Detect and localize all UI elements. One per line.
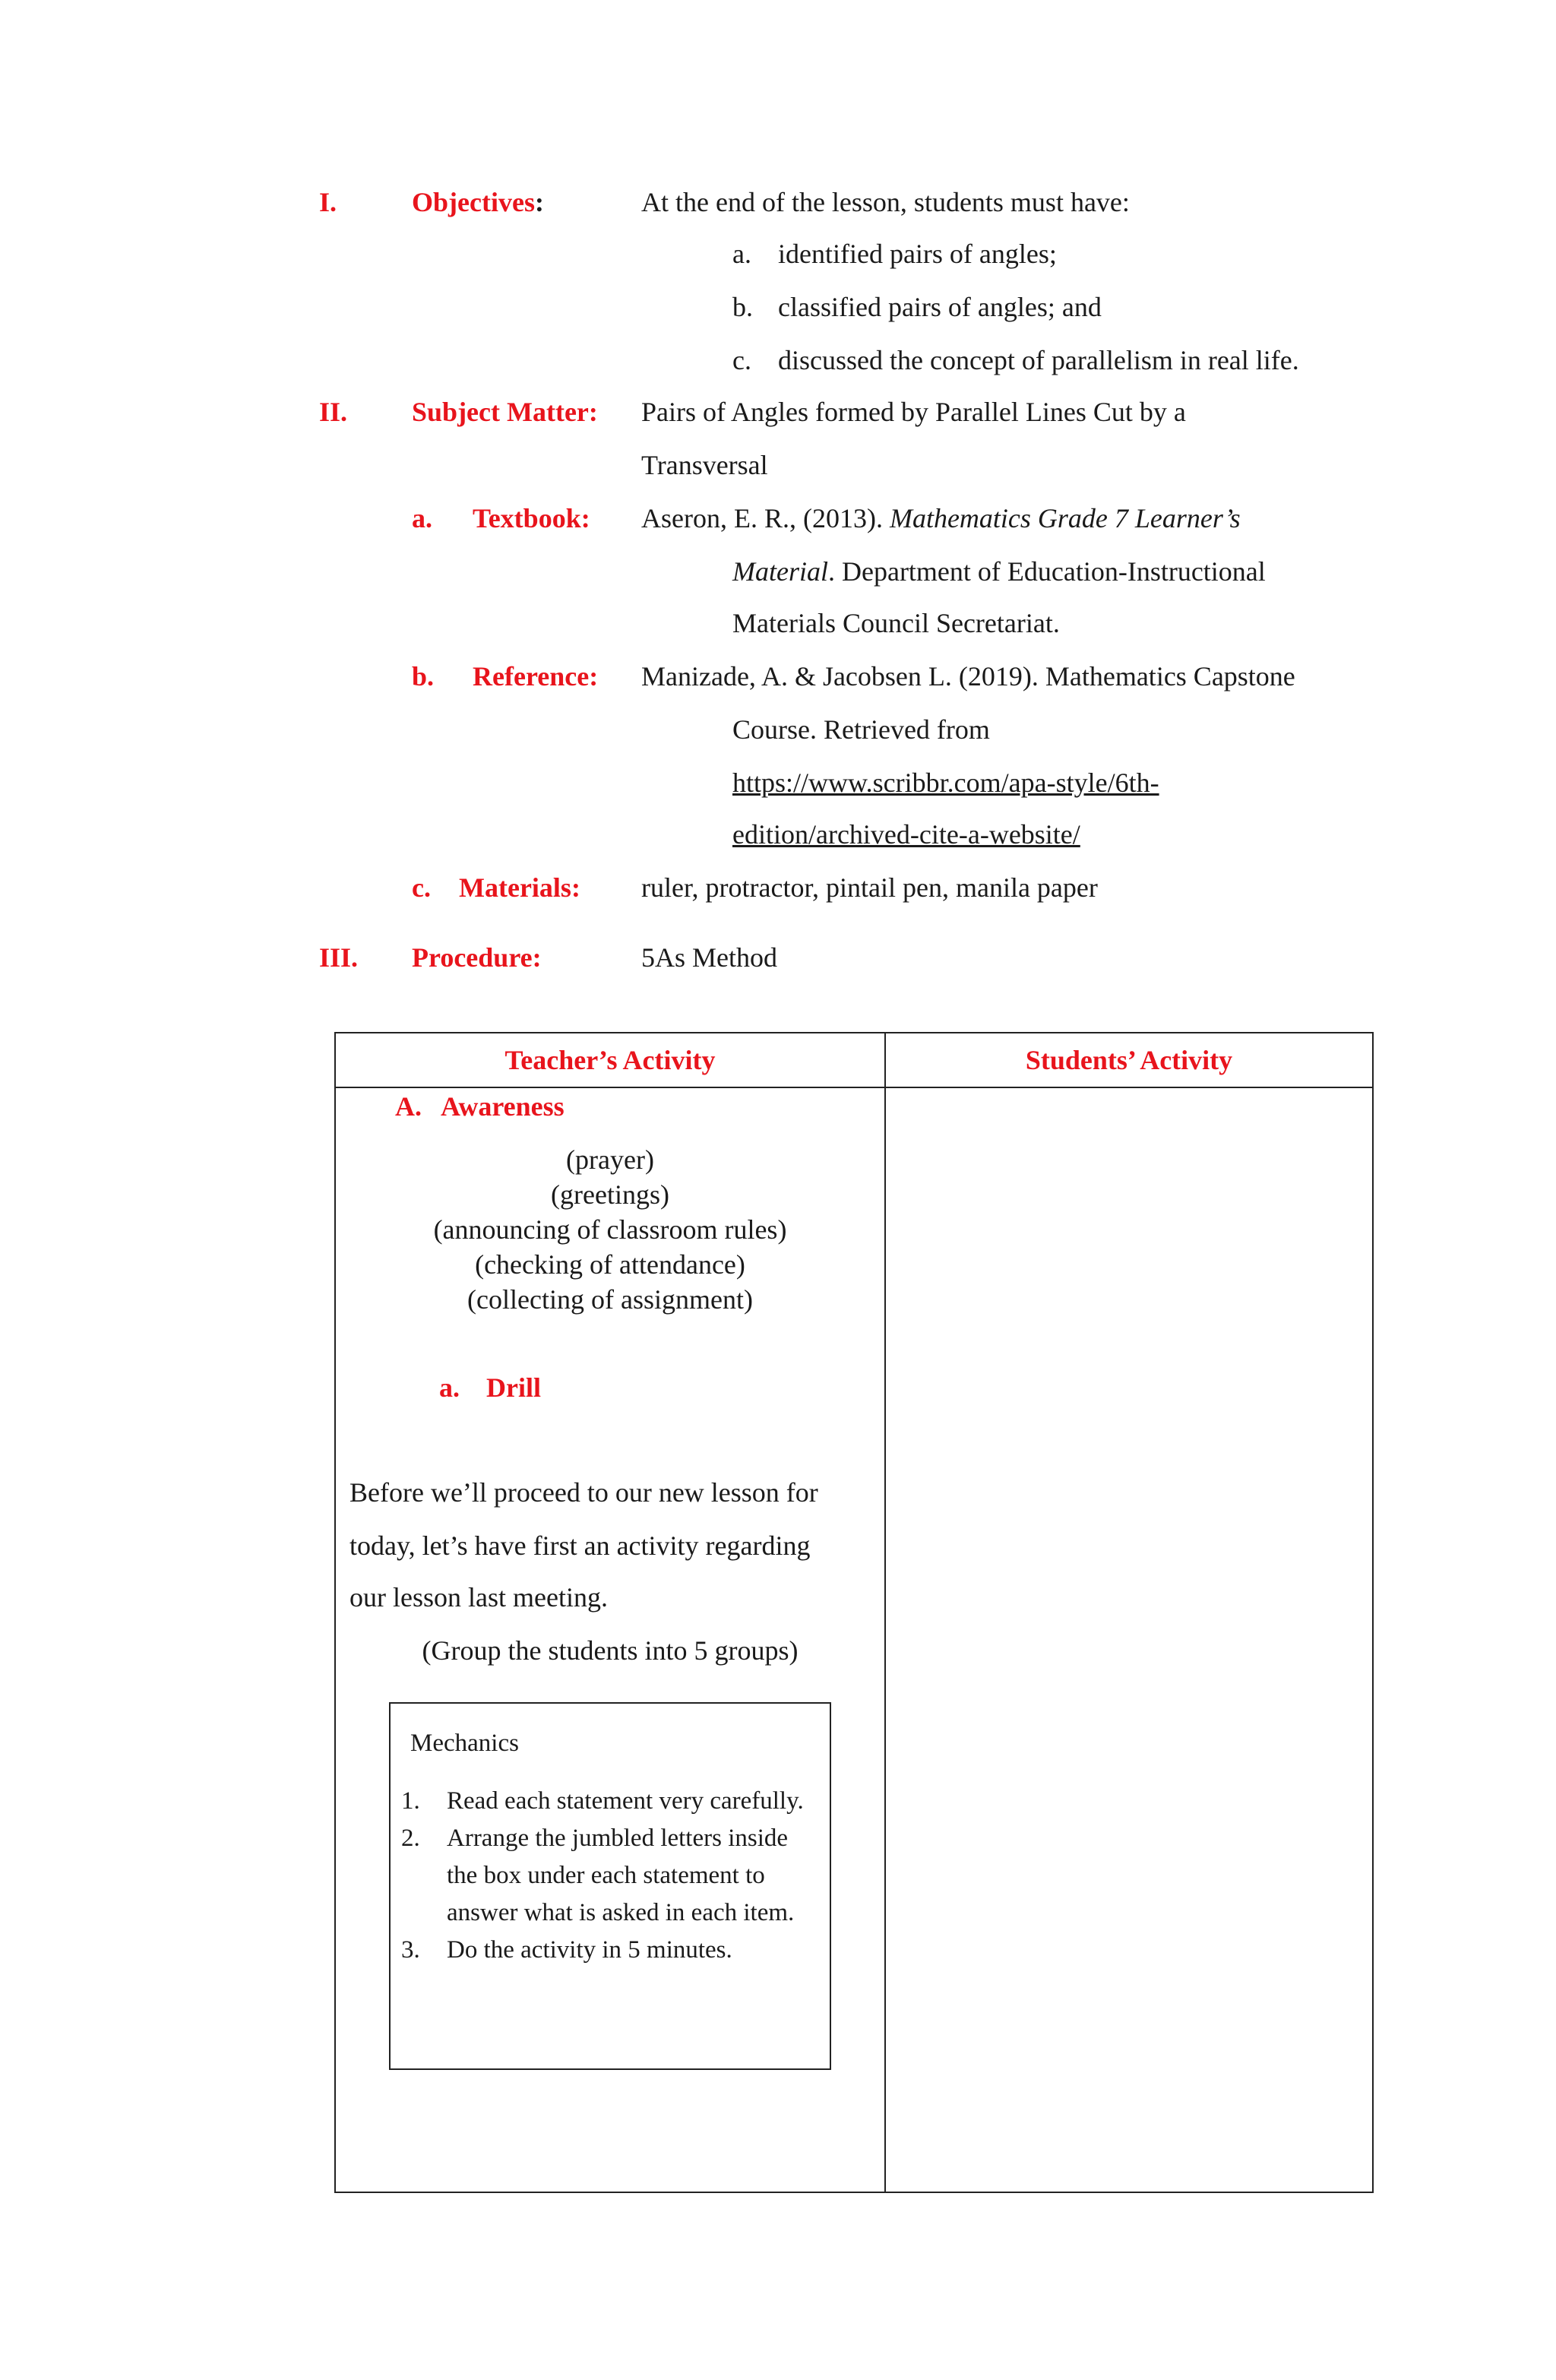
- drill-label: Drill: [486, 1372, 541, 1403]
- awareness-letter: A.: [395, 1091, 422, 1122]
- procedure-label: Procedure:: [412, 942, 542, 973]
- group-note: (Group the students into 5 groups): [422, 1635, 799, 1666]
- procedure-text: 5As Method: [641, 942, 777, 973]
- materials-text: ruler, protractor, pintail pen, manila paper: [641, 872, 1098, 903]
- objective-item-a: identified pairs of angles;: [778, 239, 1057, 269]
- drill-letter: a.: [439, 1372, 460, 1403]
- objective-letter-b: b.: [732, 292, 753, 322]
- materials-label: Materials:: [459, 872, 580, 903]
- header-teacher-activity: Teacher’s Activity: [504, 1045, 716, 1075]
- step-text: Arrange the jumbled letters inside the box under each statement to answer what is asked in each item.: [447, 1825, 795, 1926]
- materials-letter: c.: [412, 872, 431, 903]
- objectives-label: Objectives: [412, 187, 535, 217]
- step-number: 2.: [401, 1825, 420, 1852]
- mechanics-steps: [401, 1783, 811, 1969]
- table-column-divider: [884, 1033, 886, 2192]
- objective-item-b: classified pairs of angles; and: [778, 292, 1102, 322]
- awareness-label: Awareness: [441, 1091, 565, 1122]
- step-text: Read each statement very carefully.: [447, 1787, 804, 1815]
- mechanics-title: Mechanics: [410, 1730, 519, 1757]
- mechanics-step: [401, 1783, 811, 1820]
- objectives-number: I.: [319, 187, 337, 217]
- subject-matter-line1: Pairs of Angles formed by Parallel Lines Cut by a: [641, 397, 1186, 427]
- routine-attendance: (checking of attendance): [475, 1249, 745, 1280]
- reference-letter: b.: [412, 661, 435, 692]
- textbook-line2: [732, 558, 1266, 585]
- textbook-label: Textbook:: [473, 503, 590, 533]
- routine-greetings: (greetings): [551, 1179, 669, 1210]
- textbook-line3: Materials Council Secretariat.: [732, 608, 1060, 638]
- objectives-colon: :: [534, 187, 544, 217]
- reference-link-part1[interactable]: https://www.scribbr.com/apa-style/6th-: [732, 767, 1159, 798]
- procedure-number: III.: [319, 942, 359, 973]
- routine-classroom-rules: (announcing of classroom rules): [433, 1214, 787, 1245]
- step-number: 1.: [401, 1787, 420, 1815]
- textbook-publisher: . Department of Education-Instructional: [827, 556, 1266, 587]
- textbook-title-part1: Mathematics Grade 7 Learner’s: [889, 503, 1241, 533]
- mechanics-box: [389, 1702, 831, 2070]
- reference-line2: Course. Retrieved from: [732, 714, 990, 745]
- routine-prayer: (prayer): [566, 1144, 654, 1175]
- textbook-title-part2: Material: [732, 556, 828, 587]
- subject-matter-line2: Transversal: [641, 450, 768, 480]
- objective-item-c: discussed the concept of parallelism in real life.: [778, 345, 1299, 375]
- drill-line-3: our lesson last meeting.: [349, 1582, 608, 1613]
- drill-line-1: Before we’ll proceed to our new lesson for: [349, 1477, 818, 1508]
- reference-line1: Manizade, A. & Jacobsen L. (2019). Mathematics Capstone: [641, 661, 1295, 692]
- objectives-intro: At the end of the lesson, students must have:: [641, 187, 1130, 217]
- objectives-heading: [412, 188, 544, 216]
- subject-matter-label: Subject Matter:: [412, 397, 598, 427]
- objective-letter-a: a.: [732, 239, 751, 269]
- header-students-activity: Students’ Activity: [1025, 1045, 1233, 1075]
- textbook-author: Aseron, E. R., (2013).: [641, 503, 890, 533]
- mechanics-step: [401, 1932, 811, 1969]
- table-header-divider: [336, 1087, 1372, 1088]
- reference-link-part2[interactable]: edition/archived-cite-a-website/: [732, 819, 1080, 850]
- textbook-line1: [641, 505, 1241, 532]
- reference-label: Reference:: [473, 661, 599, 692]
- objective-letter-c: c.: [732, 345, 751, 375]
- step-number: 3.: [401, 1936, 420, 1964]
- routine-assignment: (collecting of assignment): [467, 1284, 753, 1315]
- textbook-letter: a.: [412, 503, 432, 533]
- drill-line-2: today, let’s have first an activity regarding: [349, 1530, 811, 1561]
- mechanics-step: [401, 1820, 811, 1932]
- step-text: Do the activity in 5 minutes.: [447, 1936, 732, 1964]
- subject-matter-number: II.: [319, 397, 348, 427]
